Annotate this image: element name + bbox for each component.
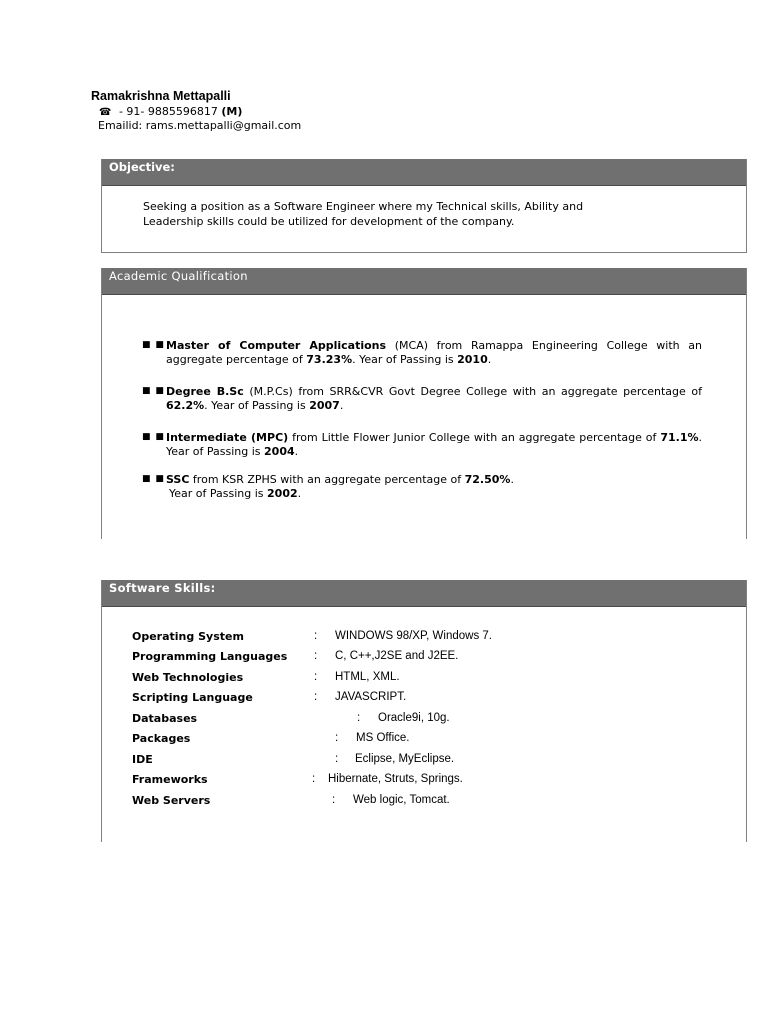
email-line: Emailid: rams.mettapalli@gmail.com <box>98 119 302 132</box>
qual-percent: 73.23% <box>306 353 353 366</box>
academic-section <box>101 268 747 539</box>
skill-sep: : <box>357 712 361 724</box>
skill-value: Hibernate, Struts, Springs. <box>328 773 463 785</box>
qual-year: 2007 <box>309 399 340 412</box>
skill-sep: : <box>314 691 318 703</box>
qual-percent: 62.2% <box>166 399 205 412</box>
list-item <box>142 473 702 501</box>
objective-body <box>143 200 623 229</box>
qual-degree: SSC <box>166 473 190 486</box>
qual-degree: Master of Computer Applications <box>166 339 387 352</box>
skill-sep: : <box>335 753 339 765</box>
qual-text: (MCA) from Ramappa Engineering College with an aggregate percentage of <box>166 339 703 366</box>
qual-text: from Little Flower Junior College with an aggregate percentage of <box>288 431 661 444</box>
skill-sep: : <box>314 671 318 683</box>
skill-row-ide <box>132 753 455 766</box>
skill-key: Programming Languages <box>132 650 288 663</box>
skills-section <box>101 580 747 842</box>
qual-degree: Intermediate (MPC) <box>166 431 289 444</box>
qual-end: . <box>294 445 299 458</box>
qual-text: (M.P.Cs) from SRR&CVR Govt Degree College with an aggregate percentage of <box>243 385 702 398</box>
phone-line <box>99 105 242 118</box>
qualification-list <box>142 339 702 519</box>
skill-value: Eclipse, MyEclipse. <box>355 753 455 765</box>
skill-key: Databases <box>132 712 198 725</box>
qual-percent: 71.1% <box>660 431 699 444</box>
qual-text: . <box>510 473 514 486</box>
qual-text: . Year of Passing is <box>204 399 310 412</box>
skill-key: IDE <box>132 753 153 766</box>
phone-number: - 91- 9885596817 <box>115 105 222 118</box>
skills-title: Software Skills: <box>102 580 746 607</box>
qual-line-2 <box>166 487 702 501</box>
qual-text: from KSR ZPHS with an aggregate percentage of <box>189 473 465 486</box>
skill-row-os <box>132 630 492 643</box>
skill-row-web-tech <box>132 671 400 684</box>
skill-sep: : <box>314 630 318 642</box>
qual-year: 2002 <box>267 487 298 500</box>
skill-row-web-servers <box>132 794 450 807</box>
qual-text: Year of Passing is <box>169 487 268 500</box>
skill-row-packages <box>132 732 410 745</box>
list-item <box>142 431 702 459</box>
academic-title: Academic Qualification <box>102 268 746 295</box>
bullet-icon: ■ ■ <box>142 432 165 442</box>
skill-key: Web Technologies <box>132 671 244 684</box>
qual-degree: Degree B.Sc <box>166 385 244 398</box>
objective-section <box>101 159 747 253</box>
qual-end: . <box>487 353 492 366</box>
skill-key: Operating System <box>132 630 244 643</box>
skill-value: C, C++,J2SE and J2EE. <box>335 650 459 662</box>
objective-line-1: Seeking a position as a Software Engineer where my Technical skills, Ability and <box>143 200 584 213</box>
qual-text: . Year of Passing is <box>166 431 702 458</box>
qual-percent: 72.50% <box>464 473 511 486</box>
header-name: Ramakrishna Mettapalli <box>91 89 231 103</box>
qual-end: . <box>297 487 302 500</box>
phone-icon: ☎ <box>99 107 112 118</box>
objective-title: Objective: <box>102 159 746 186</box>
skill-row-databases <box>132 712 450 725</box>
skill-value: WINDOWS 98/XP, Windows 7. <box>335 630 492 642</box>
skill-key: Frameworks <box>132 773 208 786</box>
qual-year: 2004 <box>264 445 295 458</box>
bullet-icon: ■ ■ <box>142 474 165 484</box>
skill-key: Web Servers <box>132 794 211 807</box>
skill-value: MS Office. <box>356 732 410 744</box>
skill-sep: : <box>314 650 318 662</box>
skill-sep: : <box>332 794 336 806</box>
skill-value: Web logic, Tomcat. <box>353 794 450 806</box>
skill-value: HTML, XML. <box>335 671 400 683</box>
qual-year: 2010 <box>457 353 488 366</box>
skill-sep: : <box>312 773 316 785</box>
bullet-icon: ■ ■ <box>142 340 165 350</box>
skill-row-programming <box>132 650 459 663</box>
qual-text: . Year of Passing is <box>352 353 458 366</box>
skill-sep: : <box>335 732 339 744</box>
skill-key: Scripting Language <box>132 691 253 704</box>
qual-end: . <box>339 399 344 412</box>
skill-row-scripting <box>132 691 407 704</box>
phone-type: (M) <box>221 105 243 118</box>
list-item <box>142 339 702 367</box>
skill-key: Packages <box>132 732 191 745</box>
bullet-icon: ■ ■ <box>142 386 165 396</box>
skill-value: JAVASCRIPT. <box>335 691 407 703</box>
skill-row-frameworks <box>132 773 463 786</box>
objective-line-2: Leadership skills could be utilized for development of the company. <box>143 214 515 228</box>
list-item <box>142 385 702 413</box>
skill-value: Oracle9i, 10g. <box>378 712 450 724</box>
